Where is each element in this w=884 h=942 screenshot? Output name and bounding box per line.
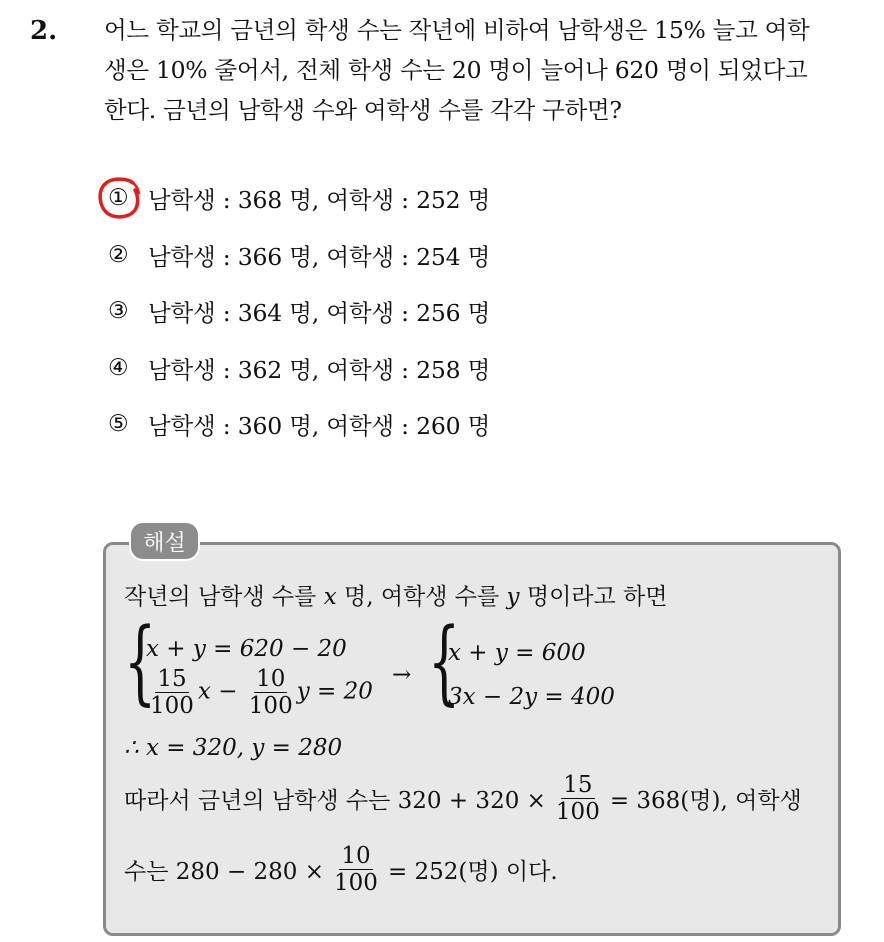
frac-den: 100	[248, 693, 293, 719]
choice-text: 남학생 : 366 명, 여학생 : 254 명	[148, 242, 491, 271]
eq-tail: y = 20	[296, 678, 373, 705]
choice-mark: ①	[108, 185, 129, 212]
choice-mark: ③	[108, 298, 129, 325]
frac-num: 15	[563, 772, 593, 798]
frac-den: 100	[555, 799, 600, 825]
intro-text-a: 작년의 남학생 수를	[124, 584, 324, 610]
left-brace-icon: {	[124, 608, 157, 715]
system2-eq1: x + y = 600	[448, 640, 586, 666]
stem-line-2: 생은 10% 줄어서, 전체 학생 수는 20 명이 늘어나 620 명이 되었다고	[104, 56, 808, 84]
frac-den: 100	[334, 870, 378, 896]
stem-line-3: 한다. 금년의 남학생 수와 여학생 수를 각각 구하면?	[104, 96, 622, 124]
explanation-tag: 해설	[129, 521, 200, 561]
choice-4[interactable]	[108, 340, 490, 397]
fraction-10-100	[332, 843, 380, 896]
choice-5[interactable]	[108, 396, 490, 453]
frac-den: 100	[150, 693, 194, 719]
var-x: x	[323, 584, 337, 610]
question-stem	[104, 10, 869, 130]
choice-1[interactable]	[108, 170, 490, 227]
var-x: x	[197, 678, 211, 705]
choice-text: 남학생 : 360 명, 여학생 : 260 명	[148, 412, 491, 441]
system2-eq2: 3x − 2y = 400	[448, 684, 615, 710]
choice-text: 남학생 : 364 명, 여학생 : 256 명	[148, 299, 491, 328]
boys-text-a: 따라서 금년의 남학생 수는 320 + 320 ×	[124, 788, 546, 814]
fraction-10-100	[247, 666, 295, 719]
intro-text-b: 명, 여학생 수를	[336, 584, 507, 610]
answer-choices	[108, 170, 490, 453]
boys-text-b: = 368(명), 여학생	[609, 788, 802, 814]
girls-result-line	[124, 843, 558, 896]
stem-line-1: 어느 학교의 금년의 학생 수는 작년에 비하여 남학생은 15% 늘고 여학	[104, 16, 810, 44]
frac-num: 15	[157, 666, 187, 692]
girls-text-a: 수는 280 − 280 ×	[124, 859, 325, 885]
frac-num: 10	[341, 843, 371, 869]
fraction-15-100	[554, 772, 602, 825]
choice-3[interactable]	[108, 283, 490, 340]
explanation-intro	[124, 578, 667, 611]
choice-mark: ⑤	[108, 411, 129, 438]
girls-text-b: = 252(명) 이다.	[387, 859, 558, 885]
boys-result-line	[124, 772, 802, 825]
left-brace-icon: {	[428, 608, 461, 715]
choice-text: 남학생 : 368 명, 여학생 : 252 명	[148, 186, 491, 215]
choice-2[interactable]	[108, 227, 490, 284]
frac-num: 10	[256, 666, 286, 692]
therefore-line: ∴ x = 320, y = 280	[124, 735, 343, 761]
minus-sign: −	[210, 678, 245, 705]
fraction-15-100	[148, 666, 196, 719]
arrow-icon: →	[392, 662, 412, 688]
choice-mark: ④	[108, 354, 129, 381]
var-y: y	[506, 584, 520, 610]
selected-circle-icon	[97, 176, 143, 220]
question-number: 2.	[30, 16, 58, 46]
system1-eq1: x + y = 620 − 20	[146, 636, 347, 662]
system1-eq2	[146, 666, 373, 719]
intro-text-c: 명이라고 하면	[519, 584, 668, 610]
choice-text: 남학생 : 362 명, 여학생 : 258 명	[148, 355, 491, 384]
choice-mark: ②	[108, 241, 129, 268]
